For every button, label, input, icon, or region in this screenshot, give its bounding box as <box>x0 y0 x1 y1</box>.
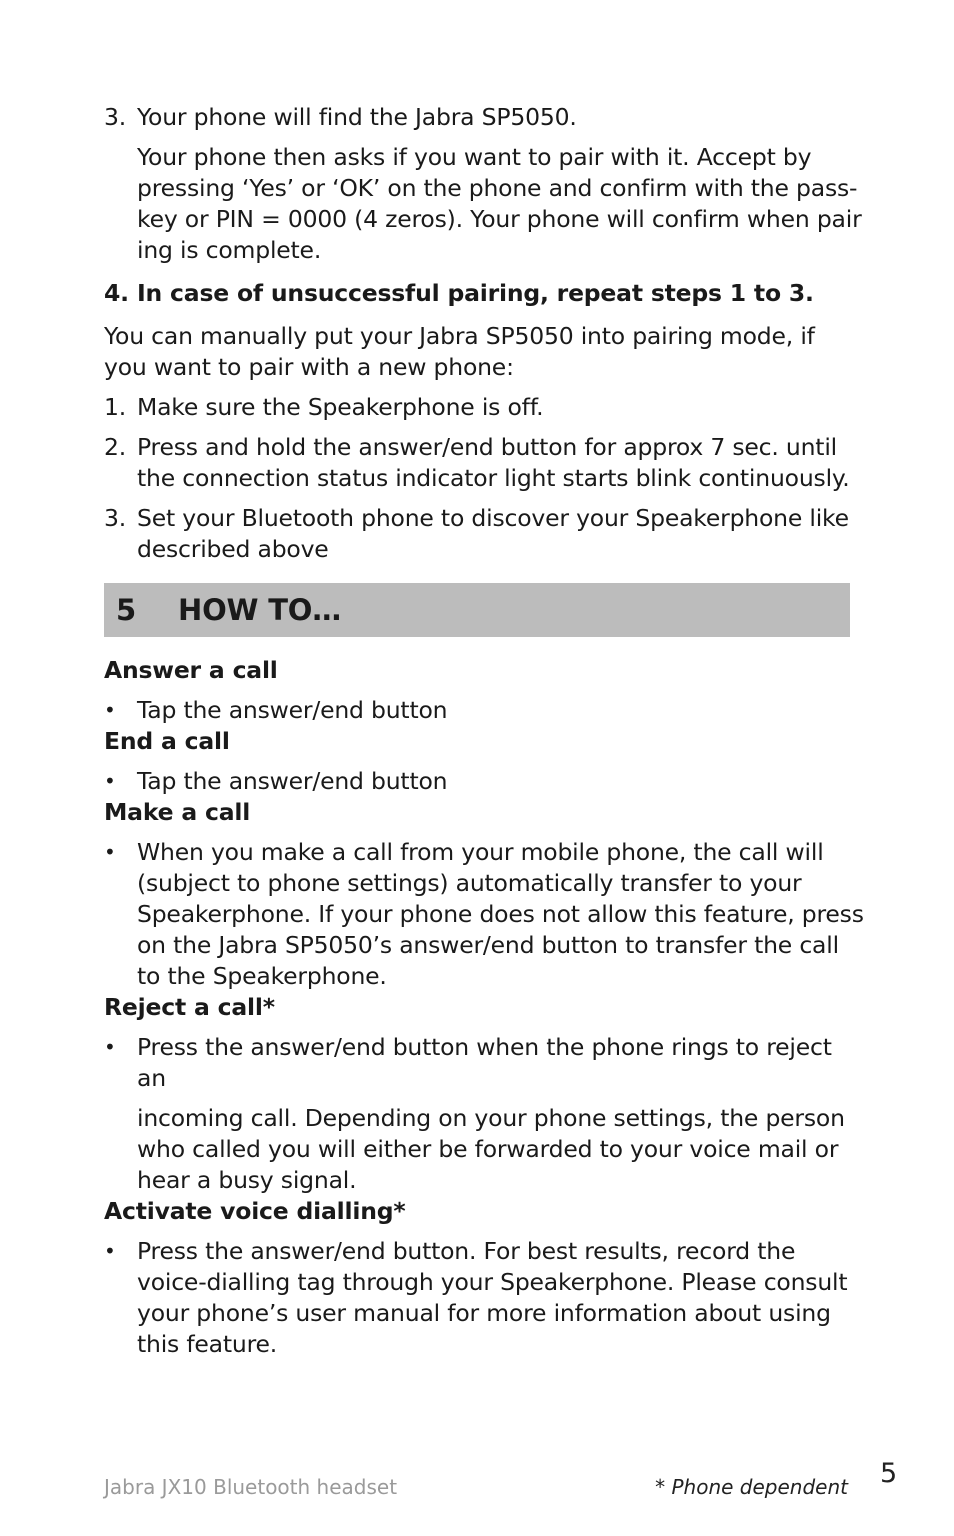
howto-heading-make: Make a call <box>104 798 251 826</box>
footer-note: * Phone dependent <box>655 1475 848 1499</box>
pairing-step-3 <box>104 102 864 266</box>
step-detail: Your phone then asks if you want to pair with it. Accept by pressing ‘Yes’ or ‘OK’ on the phone and confirm with the pass-key or PIN = 0000 (4 zeros). Your phone will confirm when pair ing is complete. <box>137 143 862 264</box>
step-text: Make sure the Speakerphone is off. <box>137 393 544 421</box>
step-text: Your phone will find the Jabra SP5050. <box>137 103 577 131</box>
bullet-mark: • <box>104 840 116 864</box>
footer-product-name: Jabra JX10 Bluetooth headset <box>104 1475 398 1499</box>
bullet-text: Press the answer/end button when the phone rings to reject an <box>137 1033 832 1092</box>
howto-bullet-make <box>104 837 864 992</box>
bullet-text: Press the answer/end button. For best results, record the voice-dialling tag through your Speakerphone. Please consult your phone’s user manual for more information about using this feature. <box>137 1237 848 1358</box>
howto-bullet-reject <box>104 1032 864 1196</box>
section-title: HOW TO… <box>178 592 342 627</box>
manual-pairing-intro: You can manually put your Jabra SP5050 into pairing mode, if you want to pair with a new phone: <box>104 322 815 381</box>
step-number: 1. <box>104 393 127 421</box>
howto-bullet-answer <box>104 695 864 726</box>
manual-step-2 <box>104 432 864 494</box>
howto-heading-voice-dialling: Activate voice dialling* <box>104 1197 406 1225</box>
pairing-step-4 <box>104 278 864 309</box>
bullet-mark: • <box>104 1239 116 1263</box>
manual-step-3 <box>104 503 864 565</box>
step-text: In case of unsuccessful pairing, repeat steps 1 to 3. <box>137 279 814 307</box>
manual-step-1 <box>104 392 864 423</box>
step-text: Set your Bluetooth phone to discover your Speakerphone like described above <box>137 504 849 563</box>
bullet-mark: • <box>104 698 116 722</box>
howto-bullet-end <box>104 766 864 797</box>
step-text: Press and hold the answer/end button for approx 7 sec. until the connection status indicator light starts blink continuously. <box>137 433 850 492</box>
bullet-mark: • <box>104 769 116 793</box>
section-heading <box>104 583 850 637</box>
step-number: 3. <box>104 103 127 131</box>
bullet-mark: • <box>104 1035 116 1059</box>
bullet-text-continued: incoming call. Depending on your phone settings, the person who called you will either be forwarded to your voice mail or hear a busy signal. <box>137 1104 845 1194</box>
howto-heading-answer: Answer a call <box>104 656 278 684</box>
bullet-text: Tap the answer/end button <box>137 696 448 724</box>
section-number: 5 <box>116 592 136 627</box>
step-number: 4. <box>104 279 129 307</box>
step-number: 3. <box>104 504 127 532</box>
step-number: 2. <box>104 433 127 461</box>
page-number: 5 <box>880 1458 898 1489</box>
bullet-text: Tap the answer/end button <box>137 767 448 795</box>
howto-bullet-voice-dialling <box>104 1236 864 1360</box>
page-content <box>104 102 864 1360</box>
howto-heading-reject: Reject a call* <box>104 993 275 1021</box>
bullet-text: When you make a call from your mobile phone, the call will (subject to phone settings) automatically transfer to your Speakerphone. If your phone does not allow this feature, press on the Jabra SP5050’s answer/end button to transfer the call to the Speakerphone. <box>137 838 864 990</box>
howto-heading-end: End a call <box>104 727 230 755</box>
